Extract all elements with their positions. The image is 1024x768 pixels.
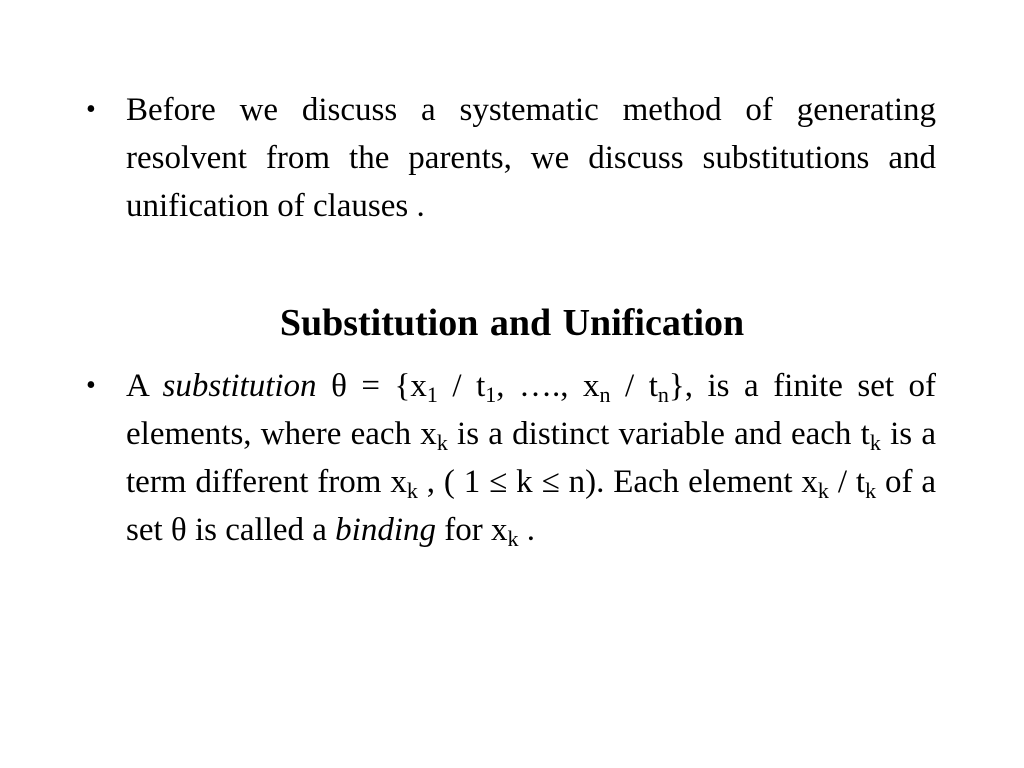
bullet-marker: • bbox=[86, 94, 96, 125]
text-fragment: is a distinct variable and each t bbox=[447, 416, 870, 452]
subscript: n bbox=[657, 382, 669, 407]
text-fragment: of a set θ is called a bbox=[126, 464, 936, 548]
subscript: k bbox=[436, 430, 448, 455]
subscript: k bbox=[869, 430, 881, 455]
text-fragment: for x bbox=[436, 512, 508, 548]
term-substitution: substitution bbox=[162, 368, 317, 404]
subscript: n bbox=[599, 382, 611, 407]
subscript: k bbox=[406, 478, 418, 503]
intro-text: Before we discuss a systematic method of generating resolvent from the parents, we discuss substitutions and unification of clauses . bbox=[126, 92, 936, 224]
text-fragment: . bbox=[518, 512, 535, 548]
section-heading: Substitution and Unification bbox=[279, 302, 745, 344]
text-fragment: / t bbox=[610, 368, 658, 404]
bullet-marker: • bbox=[86, 370, 96, 401]
text-fragment: }, is a finite set of elements, where each x bbox=[126, 368, 937, 452]
text-fragment: , …., x bbox=[496, 368, 600, 404]
text-fragment: θ = {x bbox=[316, 368, 427, 404]
text-fragment: A bbox=[126, 368, 163, 404]
text-fragment: is a term different from x bbox=[126, 416, 936, 500]
subscript: k bbox=[865, 478, 877, 503]
bullet-paragraph-substitution bbox=[86, 362, 937, 554]
bullet-paragraph-intro bbox=[86, 86, 936, 230]
text-fragment: / t bbox=[437, 368, 486, 404]
term-binding: binding bbox=[335, 512, 436, 548]
subscript: 1 bbox=[485, 382, 497, 407]
text-fragment: / t bbox=[828, 464, 866, 500]
text-fragment: , ( 1 ≤ k ≤ n). Each element x bbox=[417, 464, 818, 500]
subscript: k bbox=[507, 526, 519, 551]
subscript: 1 bbox=[426, 382, 438, 407]
subscript: k bbox=[817, 478, 829, 503]
